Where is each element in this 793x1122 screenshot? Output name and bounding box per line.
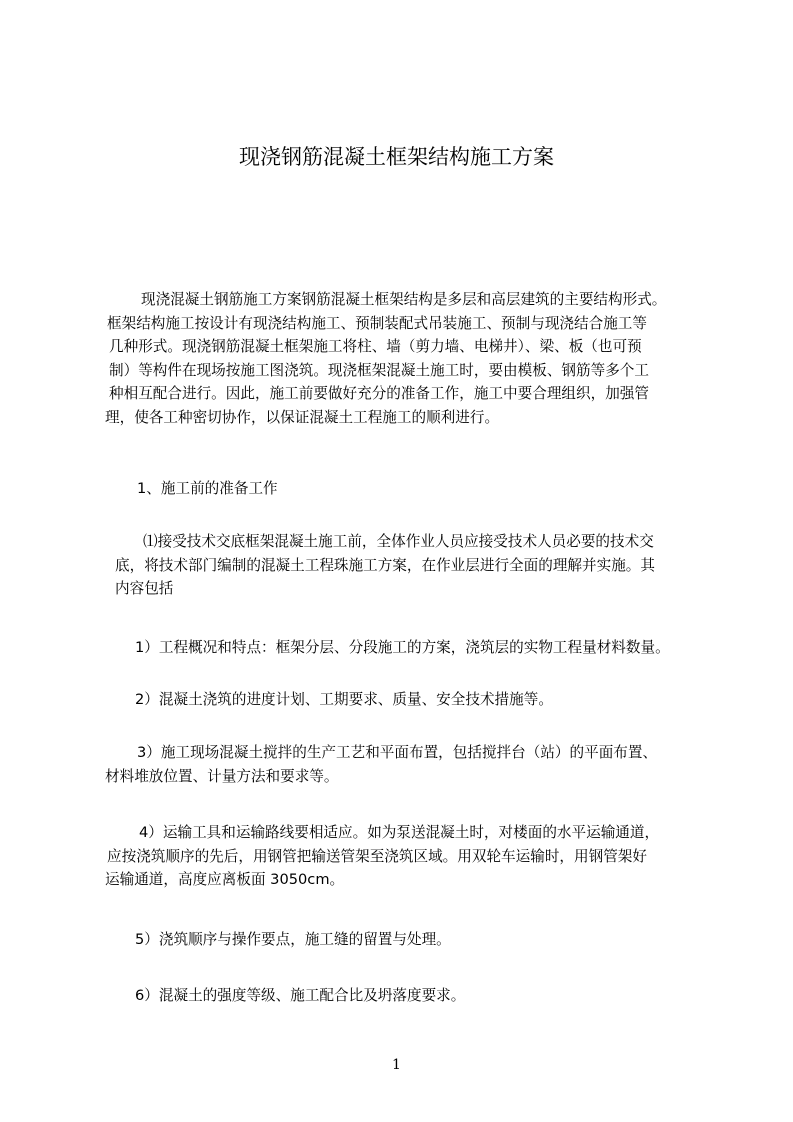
list-item xyxy=(105,636,720,660)
list-item-text: 应按浇筑顺序的先后，用钢管把输送管架至浇筑区域。用双轮车运输时，用钢管架好 xyxy=(107,847,647,865)
text-line: 框架结构施工按设计有现浇结构施工、预制装配式吊装施工、预制与现浇结合施工等 xyxy=(107,314,647,332)
list-item-text: 2）混凝土浇筑的进度计划、工期要求、质量、安全技术措施等。 xyxy=(135,691,553,708)
section-heading xyxy=(105,477,720,501)
list-item xyxy=(105,821,720,892)
list-item xyxy=(105,741,720,788)
list-item-text: 1）工程概况和特点：框架分层、分段施工的方案，浇筑层的实物工程量材料数量。 xyxy=(135,639,670,656)
list-item-text: 运输通道，高度应离板面 3050cm。 xyxy=(105,871,345,888)
text-line: 现浇混凝土钢筋施工方案钢筋混凝土框架结构是多层和高层建筑的主要结构形式。 xyxy=(141,291,667,308)
list-item-text: 3）施工现场混凝土搅拌的生产工艺和平面布置，包括搅拌台（站）的平面布置、 xyxy=(137,744,658,761)
list-item xyxy=(105,928,720,952)
list-item-text: 材料堆放位置、计量方法和要求等。 xyxy=(105,767,339,785)
section-heading-text: 1、施工前的准备工作 xyxy=(137,480,278,497)
page-number: 1 xyxy=(392,1057,401,1073)
list-item-text: 5）浇筑顺序与操作要点，施工缝的留置与处理。 xyxy=(135,931,451,948)
document-title: 现浇钢筋混凝土框架结构施工方案 xyxy=(239,145,554,169)
list-item xyxy=(105,984,720,1008)
text-line: 种相互配合进行。因此，施工前要做好充分的准备工作，施工中要合理组织，加强管 xyxy=(109,385,649,402)
subsection-paragraph xyxy=(105,530,720,601)
text-line: ⑴接受技术交底框架混凝土施工前，全体作业人员应接受技术人员必要的技术交 xyxy=(143,533,654,550)
list-item xyxy=(105,688,720,712)
list-item-text: 4）运输工具和运输路线要相适应。如为泵送混凝土时，对楼面的水平运输通道， xyxy=(139,824,660,841)
intro-paragraph xyxy=(105,288,720,429)
text-line: 制）等构件在现场按施工图浇筑。现浇框架混凝土施工时，要由模板、钢筋等多个工 xyxy=(109,361,649,379)
text-line: 底，将技术部门编制的混凝土工程珠施工方案，在作业层进行全面的理解并实施。其 xyxy=(115,556,655,574)
list-item-text: 6）混凝土的强度等级、施工配合比及坍落度要求。 xyxy=(135,987,466,1004)
text-line: 理，使各工种密切协作，以保证混凝土工程施工的顺利进行。 xyxy=(105,408,500,426)
text-line: 几种形式。现浇钢筋混凝土框架施工将柱、墙（剪力墙、电梯井）、梁、板（也可预 xyxy=(109,338,642,355)
text-line: 内容包括 xyxy=(115,580,174,597)
